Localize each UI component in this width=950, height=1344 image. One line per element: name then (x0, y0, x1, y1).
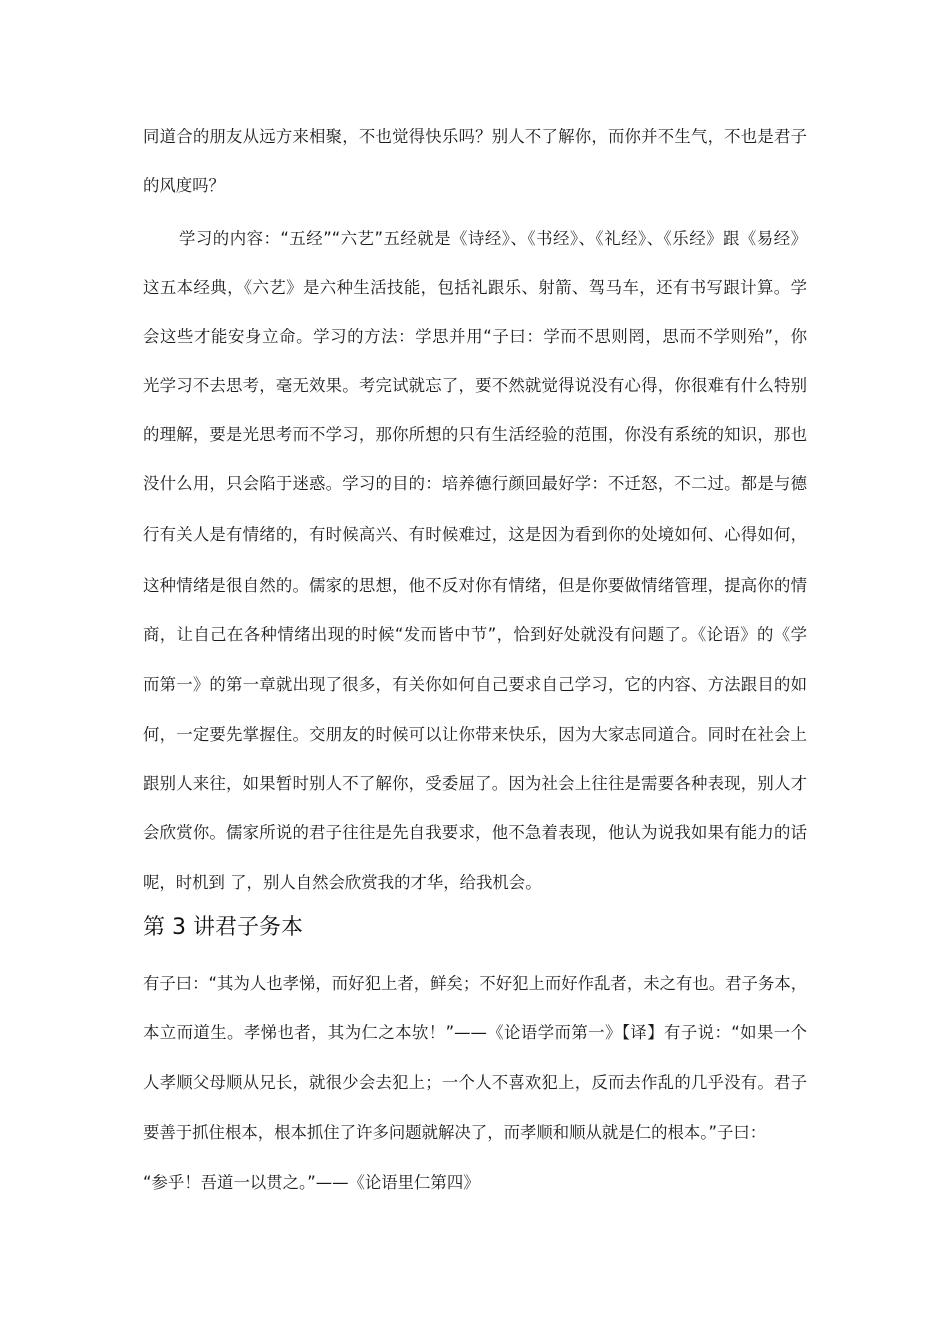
paragraph-line: 本立而道生。孝悌也者，其为仁之本欤！”——《论语学而第一》【译】有子说：“如果一个 (143, 1023, 807, 1042)
paragraph-line: 这五本经典，《六艺》是六种生活技能，包括礼跟乐、射箭、驾马车，还有书写跟计算。学 (143, 278, 807, 297)
paragraph-line: 呢，时机到 了，别人自然会欣赏我的才华，给我机会。 (143, 873, 542, 892)
paragraph-line: “参乎！吾道一以贯之。”——《论语里仁第四》 (143, 1173, 480, 1192)
paragraph-line: 同道合的朋友从远方来相聚，不也觉得快乐吗？别人不了解你，而你并不生气，不也是君子 (143, 127, 807, 146)
paragraph-line: 而第一》的第一章就出现了很多，有关你如何自己要求自己学习，它的内容、方法跟目的如 (143, 675, 807, 694)
paragraph-line: 会这些才能安身立命。学习的方法：学思并用“子曰：学而不思则罔，思而不学则殆”，你 (143, 327, 807, 346)
section-heading: 第 3 讲君子务本 (143, 915, 303, 940)
paragraph-line: 的风度吗？ (143, 176, 225, 195)
paragraph-line: 学习的内容：“五经”“六艺”五经就是《诗经》、《书经》、《礼经》、《乐经》跟《易经》 (179, 229, 807, 248)
paragraph-line: 人孝顺父母顺从兄长，就很少会去犯上；一个人不喜欢犯上，反而去作乱的几乎没有。君子 (143, 1073, 807, 1092)
paragraph-line: 有子曰：“其为人也孝悌，而好犯上者，鲜矣；不好犯上而好作乱者，未之有也。君子务本， (143, 974, 808, 993)
paragraph-line: 会欣赏你。儒家所说的君子往往是先自我要求，他不急着表现，他认为说我如果有能力的话 (143, 823, 807, 842)
paragraph-line: 这种情绪是很自然的。儒家的思想，他不反对你有情绪，但是你要做情绪管理，提高你的情 (143, 576, 807, 595)
paragraph-line: 跟别人来往，如果暂时别人不了解你，受委屈了。因为社会上往往是需要各种表现，别人才 (143, 774, 807, 793)
paragraph-line: 商，让自己在各种情绪出现的时候“发而皆中节”，恰到好处就没有问题了。《论语》的《学 (143, 625, 807, 644)
paragraph-line: 要善于抓住根本，根本抓住了许多问题就解决了，而孝顺和顺从就是仁的根本。”子曰： (143, 1123, 767, 1142)
paragraph-line: 没什么用，只会陷于迷惑。学习的目的：培养德行颜回最好学：不迁怒，不二过。都是与德 (143, 474, 807, 493)
paragraph-line: 何，一定要先掌握住。交朋友的时候可以让你带来快乐，因为大家志同道合。同时在社会上 (143, 725, 807, 744)
paragraph-line: 的理解，要是光思考而不学习，那你所想的只有生活经验的范围，你没有系统的知识，那也 (143, 425, 807, 444)
paragraph-line: 光学习不去思考，毫无效果。考完试就忘了，要不然就觉得说没有心得，你很难有什么特别 (143, 376, 807, 395)
paragraph-line: 行有关人是有情绪的，有时候高兴、有时候难过，这是因为看到你的处境如何、心得如何， (143, 525, 807, 544)
